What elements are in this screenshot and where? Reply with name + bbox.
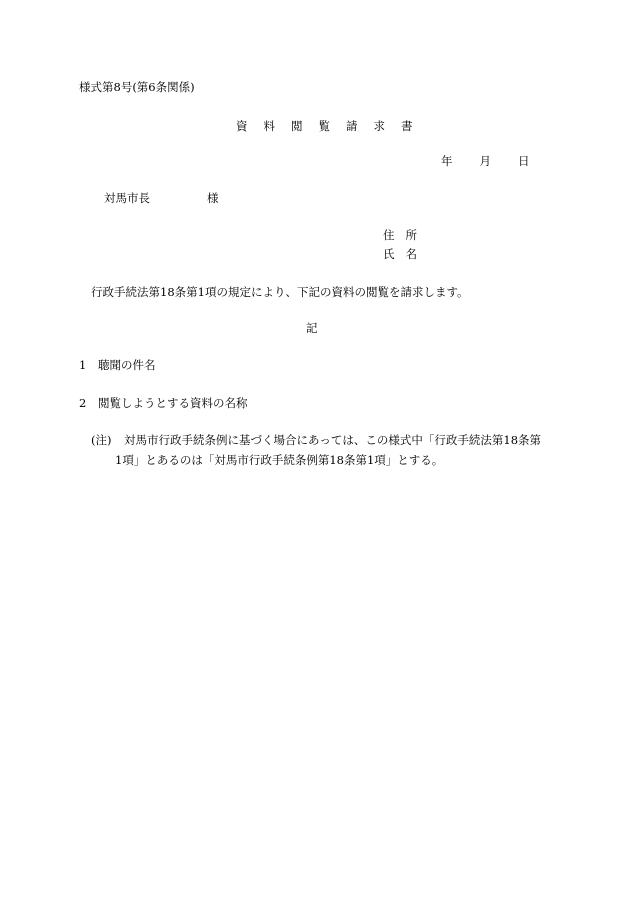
ki-heading: 記 <box>306 321 318 335</box>
date-line <box>441 154 530 168</box>
requester-address-label: 住 所 <box>383 228 417 242</box>
title-char: 請 <box>346 119 358 133</box>
item-text: 閲覧しようとする資料の名称 <box>98 396 248 410</box>
title-char: 書 <box>401 119 413 133</box>
item-number: 1 <box>79 358 87 372</box>
title-char: 閲 <box>291 119 303 133</box>
title-char: 料 <box>263 119 275 133</box>
addressee-line <box>104 191 219 205</box>
honorific: 様 <box>207 191 219 205</box>
form-number: 様式第8号(第6条関係) <box>79 80 195 94</box>
note-line-2: 1項」とあるのは「対馬市行政手続条例第18条第1項」とする。 <box>115 453 444 467</box>
note-mark: (注) <box>91 433 112 447</box>
note-text-1: 対馬市行政手続条例に基づく場合にあっては、この様式中「行政手続法第18条第 <box>124 433 542 447</box>
list-item <box>79 358 156 372</box>
list-item <box>79 396 248 410</box>
requester-name-label: 氏 名 <box>383 247 417 261</box>
title-char: 求 <box>373 119 385 133</box>
title-char: 覧 <box>318 119 330 133</box>
document-title <box>236 119 413 133</box>
date-year-label: 年 <box>441 154 453 168</box>
item-text: 聴聞の件名 <box>98 358 156 372</box>
addressee-name: 対馬市長 <box>104 191 150 205</box>
note-line-1 <box>91 433 541 447</box>
request-body-text: 行政手続法第18条第1項の規定により、下記の資料の閲覧を請求します。 <box>91 285 469 299</box>
item-number: 2 <box>79 396 87 410</box>
title-char: 資 <box>236 119 248 133</box>
date-month-label: 月 <box>479 154 491 168</box>
date-day-label: 日 <box>518 154 530 168</box>
